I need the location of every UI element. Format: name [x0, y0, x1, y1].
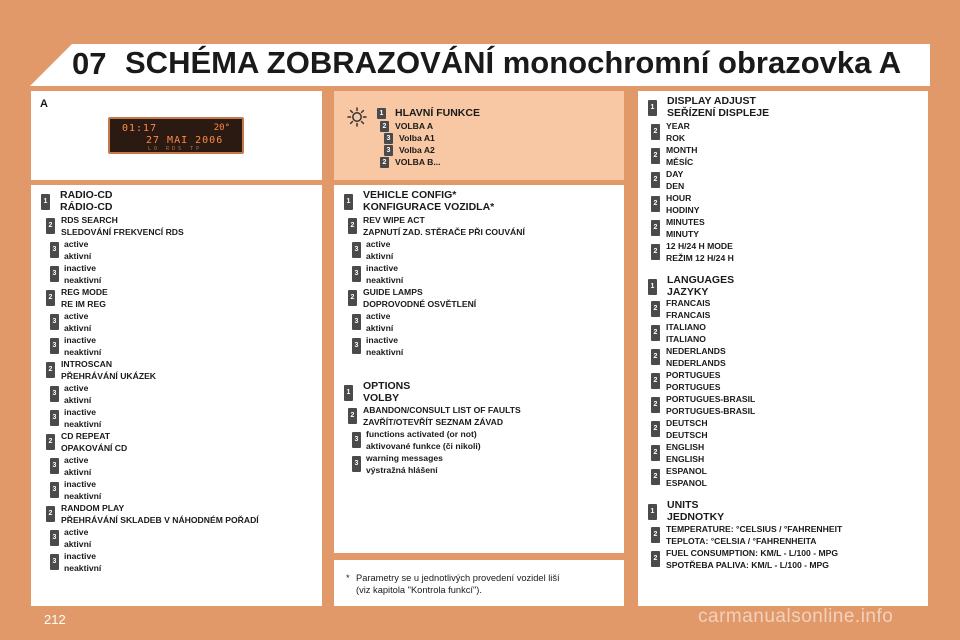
level-badge: 3: [352, 456, 361, 472]
level-badge: 3: [50, 554, 59, 570]
menu-row-label: inactive neaktivní: [64, 263, 102, 285]
units-heading: [648, 500, 724, 523]
level-badge: 3: [384, 133, 393, 144]
menu-row-label: inactive neaktivní: [64, 335, 102, 357]
menu-row-label: PORTUGUES-BRASIL PORTUGUES-BRASIL: [666, 394, 756, 416]
level-badge: 1: [377, 108, 386, 119]
menu-row: [46, 359, 156, 382]
menu-row: [46, 503, 259, 526]
level-badge: 3: [50, 482, 59, 498]
menu-row-label: CD REPEAT OPAKOVÁNÍ CD: [61, 431, 128, 453]
main-function-label: VOLBA B...: [395, 157, 441, 167]
level-badge: 2: [651, 373, 660, 389]
menu-row-label: NEDERLANDS NEDERLANDS: [666, 346, 726, 368]
menu-row: [651, 322, 706, 345]
menu-row-label: REV WIPE ACT ZAPNUTÍ ZAD. STĚRAČE PŘI COUVÁNÍ: [363, 215, 525, 237]
menu-row: [651, 442, 704, 465]
level-badge: 3: [352, 242, 361, 258]
footnote-line: (viz kapitola "Kontrola funkcí").: [356, 585, 482, 595]
menu-row-label: warning messages výstražná hlášení: [366, 453, 443, 475]
menu-row: [50, 479, 101, 502]
menu-row: [50, 527, 91, 550]
level-badge: 3: [352, 266, 361, 282]
menu-row-label: MONTH MĚSÍC: [666, 145, 698, 167]
radio-heading: [41, 190, 113, 213]
level-badge: 1: [648, 504, 657, 520]
menu-row: [352, 239, 393, 262]
menu-row: [651, 548, 838, 571]
level-badge: 2: [348, 218, 357, 234]
level-badge: 2: [651, 421, 660, 437]
display-temp: 20°: [213, 123, 230, 133]
menu-row: [348, 405, 521, 428]
level-badge: 3: [50, 530, 59, 546]
menu-row-label: DEUTSCH DEUTSCH: [666, 418, 708, 440]
level-badge: 3: [352, 432, 361, 448]
level-badge: 3: [352, 314, 361, 330]
level-badge: 2: [46, 434, 55, 450]
menu-row-label: ABANDON/CONSULT LIST OF FAULTS ZAVŘÍT/OTEVŘÍT SEZNAM ZÁVAD: [363, 405, 521, 427]
level-badge: 2: [651, 469, 660, 485]
main-function-label: Volba A2: [399, 145, 435, 155]
level-badge: 2: [46, 506, 55, 522]
panel-main-functions: [334, 91, 624, 180]
menu-row-label: YEAR ROK: [666, 121, 690, 143]
level-badge: 2: [651, 325, 660, 341]
menu-row-label: FUEL CONSUMPTION: KM/L - L/100 - MPG SPOTŘEBA PALIVA: KM/L - L/100 - MPG: [666, 548, 839, 570]
main-functions-heading: [377, 108, 480, 120]
menu-row-label: GUIDE LAMPS DOPROVODNÉ OSVĚTLENÍ: [363, 287, 477, 309]
level-badge: 2: [651, 397, 660, 413]
menu-row: [46, 215, 184, 238]
menu-row-label: active aktivní: [64, 311, 92, 333]
level-badge: 2: [651, 301, 660, 317]
level-badge: 2: [651, 551, 660, 567]
menu-row-label: RDS SEARCH SLEDOVÁNÍ FREKVENCÍ RDS: [61, 215, 184, 237]
menu-row: [651, 241, 734, 264]
menu-row-label: inactive neaktivní: [366, 335, 404, 357]
menu-row-label: FRANCAIS FRANCAIS: [666, 298, 711, 320]
level-badge: 1: [344, 194, 353, 210]
menu-row-label: inactive neaktivní: [64, 551, 102, 573]
level-badge: 2: [348, 290, 357, 306]
level-badge: 2: [651, 196, 660, 212]
level-badge: 3: [50, 242, 59, 258]
menu-row-label: 12 H/24 H MODE REŽIM 12 H/24 H: [666, 241, 734, 263]
level-badge: 1: [648, 100, 657, 116]
menu-row-label: active aktivní: [366, 311, 394, 333]
menu-row-label: MINUTES MINUTY: [666, 217, 705, 239]
level-badge: 1: [41, 194, 50, 210]
main-function-item: [380, 157, 441, 169]
menu-row: [46, 287, 108, 310]
menu-row-label: DAY DEN: [666, 169, 685, 191]
menu-row: [651, 193, 699, 216]
menu-row: [651, 418, 708, 441]
menu-row: [651, 346, 726, 369]
menu-row-label: RANDOM PLAY PŘEHRÁVÁNÍ SKLADEB V NÁHODNÉM POŘADÍ: [61, 503, 259, 525]
menu-row: [651, 121, 690, 144]
main-function-item: [384, 145, 435, 157]
menu-row: [50, 551, 101, 574]
level-badge: 3: [50, 386, 59, 402]
menu-row-label: inactive neaktivní: [366, 263, 404, 285]
menu-row-label: ITALIANO ITALIANO: [666, 322, 706, 344]
level-badge: 2: [348, 408, 357, 424]
chapter-number: 07: [72, 46, 107, 81]
menu-row: [651, 298, 710, 321]
menu-row-label: TEMPERATURE: °CELSIUS / °FAHRENHEIT TEPLOTA: °CELSIA / °FAHRENHEITA: [666, 524, 843, 546]
level-badge: 3: [50, 314, 59, 330]
menu-row-label: functions activated (or not) aktivované funkce (či nikoli): [366, 429, 481, 451]
menu-row: [50, 407, 101, 430]
units-title: UNITS JEDNOTKY: [667, 499, 725, 523]
main-function-item: [380, 121, 433, 133]
languages-title: LANGUAGES JAZYKY: [667, 274, 735, 298]
level-badge: 2: [46, 218, 55, 234]
options-title: OPTIONS VOLBY: [363, 380, 411, 404]
menu-row: [352, 263, 403, 286]
menu-row: [348, 215, 525, 238]
display-adjust-title: DISPLAY ADJUST SEŘÍZENÍ DISPLEJE: [667, 95, 770, 119]
menu-row: [50, 335, 101, 358]
languages-heading: [648, 275, 734, 298]
level-badge: 2: [651, 244, 660, 260]
menu-row: [651, 169, 684, 192]
level-badge: 2: [380, 157, 389, 168]
level-badge: 2: [651, 220, 660, 236]
menu-row: [50, 239, 91, 262]
menu-row-label: INTROSCAN PŘEHRÁVÁNÍ UKÁZEK: [61, 359, 157, 381]
page-number: 212: [44, 612, 66, 627]
menu-row-label: REG MODE RE IM REG: [61, 287, 108, 309]
menu-row: [352, 429, 481, 452]
level-badge: 2: [651, 148, 660, 164]
display-adjust-heading: [648, 96, 769, 119]
menu-row: [50, 263, 101, 286]
section-label-a: A: [40, 98, 48, 110]
menu-row-label: active aktivní: [64, 239, 92, 261]
level-badge: 3: [50, 266, 59, 282]
menu-row-label: active aktivní: [64, 455, 92, 477]
vehicle-title: VEHICLE CONFIG* KONFIGURACE VOZIDLA*: [363, 189, 495, 213]
menu-row-label: PORTUGUES PORTUGUES: [666, 370, 721, 392]
monochrome-display: [108, 117, 244, 154]
menu-row: [352, 453, 443, 476]
level-badge: 2: [46, 362, 55, 378]
menu-row: [352, 311, 393, 334]
level-badge: 3: [50, 338, 59, 354]
level-badge: 2: [380, 121, 389, 132]
menu-row: [651, 145, 698, 168]
level-badge: 3: [50, 410, 59, 426]
menu-row-label: HOUR HODINY: [666, 193, 700, 215]
level-badge: 2: [651, 172, 660, 188]
main-function-label: Volba A1: [399, 133, 435, 143]
menu-row: [651, 394, 755, 417]
menu-row-label: active aktivní: [64, 383, 92, 405]
vehicle-heading: [344, 190, 494, 213]
menu-row: [46, 431, 127, 454]
menu-row: [651, 370, 720, 393]
menu-row-label: active aktivní: [64, 527, 92, 549]
main-function-item: [384, 133, 435, 145]
options-heading: [344, 381, 410, 404]
display-date: 27 MAI 2006: [146, 135, 224, 146]
level-badge: 1: [344, 385, 353, 401]
watermark: carmanualsonline.info: [698, 606, 894, 627]
display-indicators: LO RDS TP: [148, 146, 203, 152]
level-badge: 3: [352, 338, 361, 354]
level-badge: 2: [46, 290, 55, 306]
menu-row-label: inactive neaktivní: [64, 479, 102, 501]
menu-row: [348, 287, 476, 310]
radio-title: RADIO-CD RÁDIO-CD: [60, 189, 113, 213]
lightbulb-icon: [346, 106, 368, 128]
menu-row-label: ESPANOL ESPANOL: [666, 466, 707, 488]
footnote-star: *: [346, 573, 350, 583]
footnote-line: Parametry se u jednotlivých provedení vozidel liší: [356, 573, 560, 583]
level-badge: 2: [651, 124, 660, 140]
main-functions-title: HLAVNÍ FUNKCE: [395, 107, 480, 119]
menu-row: [352, 335, 403, 358]
menu-row-label: ENGLISH ENGLISH: [666, 442, 705, 464]
menu-row: [50, 383, 91, 406]
level-badge: 1: [648, 279, 657, 295]
level-badge: 3: [384, 145, 393, 156]
menu-row-label: active aktivní: [366, 239, 394, 261]
display-time: 01:17: [122, 123, 158, 134]
level-badge: 2: [651, 349, 660, 365]
level-badge: 3: [50, 458, 59, 474]
level-badge: 2: [651, 527, 660, 543]
menu-row: [50, 311, 91, 334]
menu-row: [651, 524, 842, 547]
menu-row: [651, 466, 707, 489]
menu-row: [651, 217, 705, 240]
menu-row-label: inactive neaktivní: [64, 407, 102, 429]
level-badge: 2: [651, 445, 660, 461]
menu-row: [50, 455, 91, 478]
page-title: SCHÉMA ZOBRAZOVÁNÍ monochromní obrazovka A: [125, 45, 902, 80]
main-function-label: VOLBA A: [395, 121, 434, 131]
